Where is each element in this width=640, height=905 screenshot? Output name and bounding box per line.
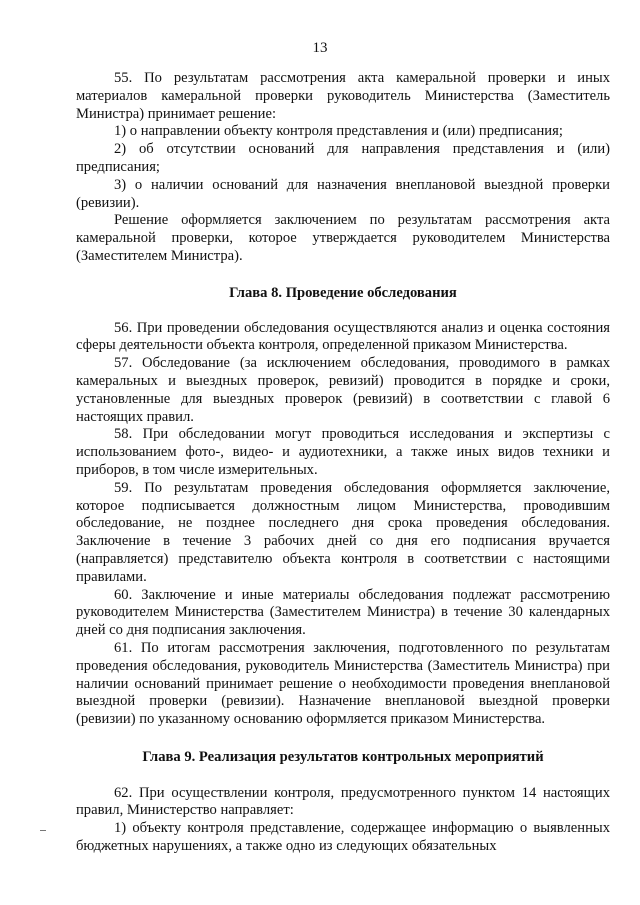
paragraph-59: 59. По результатам проведения обследования оформляется заключение, которое подписывается должностным лицом Министерства, проводившим обследование, не позднее последнего дня срока проведения обследования. Заключение в течение 3 рабочих дней со дня его подписания вручается (направляется) представителю объекта контроля в соответствии с настоящими правилами. [76,479,610,585]
margin-mark [40,830,46,831]
paragraph-57: 57. Обследование (за исключением обследования, проводимого в рамках камеральных и выездных проверок, ревизий) проводится в порядке и сроки, установленные для выездных проверок (ревизий) в соответствии с главой 6 настоящих правил. [76,355,610,425]
chapter-8-heading: Глава 8. Проведение обследования [229,284,457,301]
page-number: 13 [312,40,328,56]
paragraph-62-item-1: 1) объекту контроля представление, содержащее информацию о выявленных бюджетных нарушениях, а также одно из следующих обязательных [76,820,610,855]
chapter-9-heading: Глава 9. Реализация результатов контрольных мероприятий [142,748,544,765]
paragraph-55-decision: Решение оформляется заключением по результатам рассмотрения акта камеральной проверки, которое утверждается руководителем Министерства (Заместителем Министра). [76,212,610,264]
paragraph-55-item-3: 3) о наличии оснований для назначения внеплановой выездной проверки (ревизии). [76,176,610,211]
paragraph-55-item-2: 2) об отсутствии оснований для направления представления и (или) предписания; [76,141,610,175]
paragraph-61: 61. По итогам рассмотрения заключения, подготовленного по результатам проведения обследования, руководитель Министерства (Заместитель Министра) при наличии оснований принимает решение о необходимости проведения внеплановой выездной проверки (ревизии). Назначение внеплановой выездной проверки (ревизии) по указанному основанию оформляется приказом Министерства. [76,639,610,728]
paragraph-60: 60. Заключение и иные материалы обследования подлежат рассмотрению руководителем Министерства (Заместителем Министра) в течение 30 календарных дней со дня подписания заключения. [76,586,610,639]
paragraph-58: 58. При обследовании могут проводиться исследования и экспертизы с использованием фото-, видео- и аудиотехники, а также иных видов техники и приборов, в том числе измерительных. [76,426,610,478]
paragraph-62: 62. При осуществлении контроля, предусмотренного пунктом 14 настоящих правил, Министерство направляет: [76,784,610,819]
document-body [76,70,610,856]
paragraph-56: 56. При проведении обследования осуществляются анализ и оценка состояния сферы деятельности объекта контроля, определенной приказом Министерства. [76,319,610,354]
paragraph-55: 55. По результатам рассмотрения акта камеральной проверки и иных материалов камеральной проверки руководитель Министерства (Заместитель Министра) принимает решение: [76,70,610,122]
paragraph-55-item-1: 1) о направлении объекту контроля представления и (или) предписания; [114,123,563,140]
